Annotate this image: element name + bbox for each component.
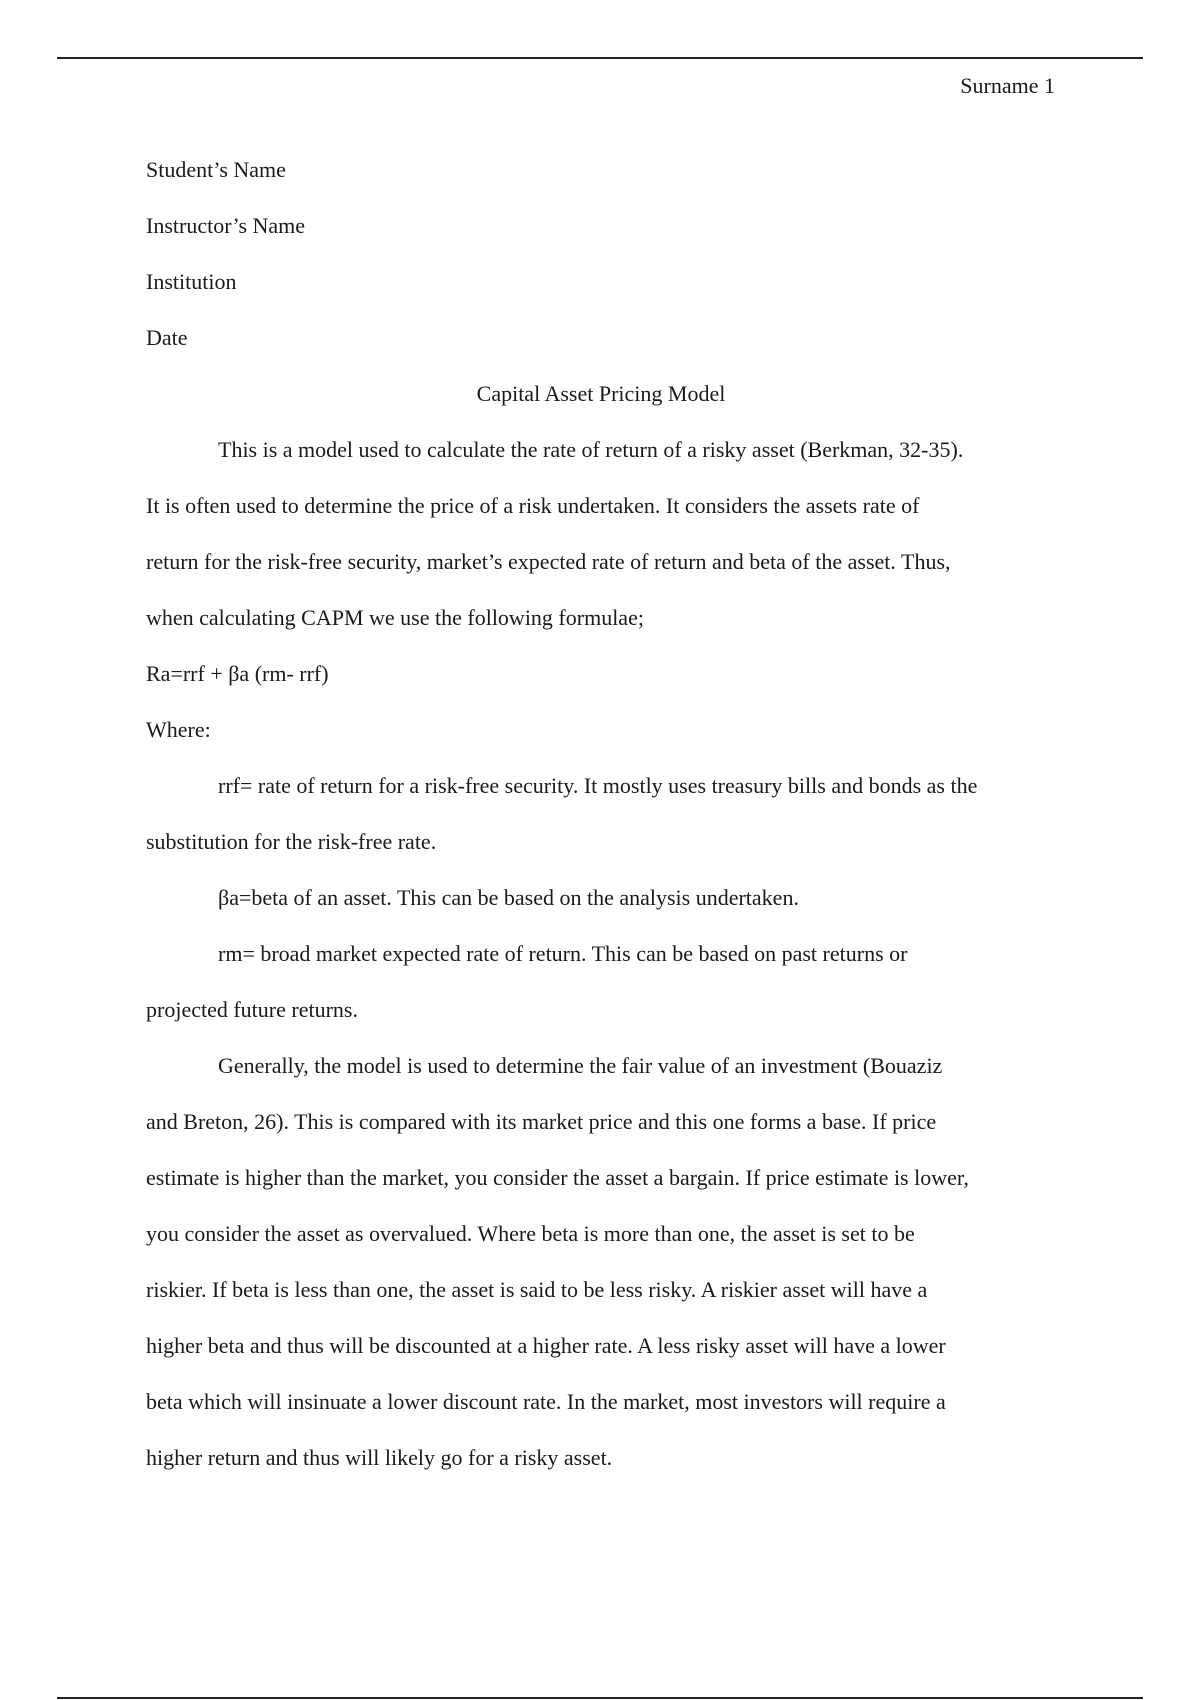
- body-line: rm= broad market expected rate of return. This can be based on past returns or: [218, 941, 908, 966]
- body-line: rrf= rate of return for a risk-free security. It mostly uses treasury bills and bonds as the: [218, 773, 978, 798]
- top-rule: [57, 57, 1143, 59]
- body-line: projected future returns.: [146, 997, 358, 1022]
- body-line: It is often used to determine the price of a risk undertaken. It considers the assets rate of: [146, 493, 920, 518]
- body-line: substitution for the risk-free rate.: [146, 829, 437, 854]
- student-name-line: Student’s Name: [146, 157, 286, 182]
- document-body: [146, 142, 1056, 1486]
- body-line: higher return and thus will likely go for a risky asset.: [146, 1445, 613, 1470]
- formula-line: Ra=rrf + βa (rm- rrf): [146, 661, 329, 686]
- body-line: when calculating CAPM we use the following formulae;: [146, 605, 644, 630]
- body-line: βa=beta of an asset. This can be based on the analysis undertaken.: [218, 885, 799, 910]
- date-line: Date: [146, 325, 188, 350]
- body-line: and Breton, 26). This is compared with its market price and this one forms a base. If price: [146, 1109, 937, 1134]
- body-line: beta which will insinuate a lower discount rate. In the market, most investors will require a: [146, 1389, 946, 1414]
- where-line: Where:: [146, 717, 211, 742]
- institution-line: Institution: [146, 269, 237, 294]
- bottom-rule: [57, 1697, 1143, 1699]
- body-line: Generally, the model is used to determine the fair value of an investment (Bouaziz: [218, 1053, 943, 1078]
- running-head: Surname 1: [960, 73, 1055, 98]
- body-line: you consider the asset as overvalued. Where beta is more than one, the asset is set to be: [146, 1221, 915, 1246]
- instructor-name-line: Instructor’s Name: [146, 213, 306, 238]
- document-title: Capital Asset Pricing Model: [476, 381, 726, 406]
- body-line: higher beta and thus will be discounted at a higher rate. A less risky asset will have a lower: [146, 1333, 946, 1358]
- body-line: return for the risk-free security, market’s expected rate of return and beta of the asset. Thus,: [146, 549, 951, 574]
- body-line: estimate is higher than the market, you consider the asset a bargain. If price estimate is lower,: [146, 1165, 969, 1190]
- body-line: riskier. If beta is less than one, the asset is said to be less risky. A riskier asset will have a: [146, 1277, 928, 1302]
- body-line: This is a model used to calculate the rate of return of a risky asset (Berkman, 32-35).: [218, 437, 964, 462]
